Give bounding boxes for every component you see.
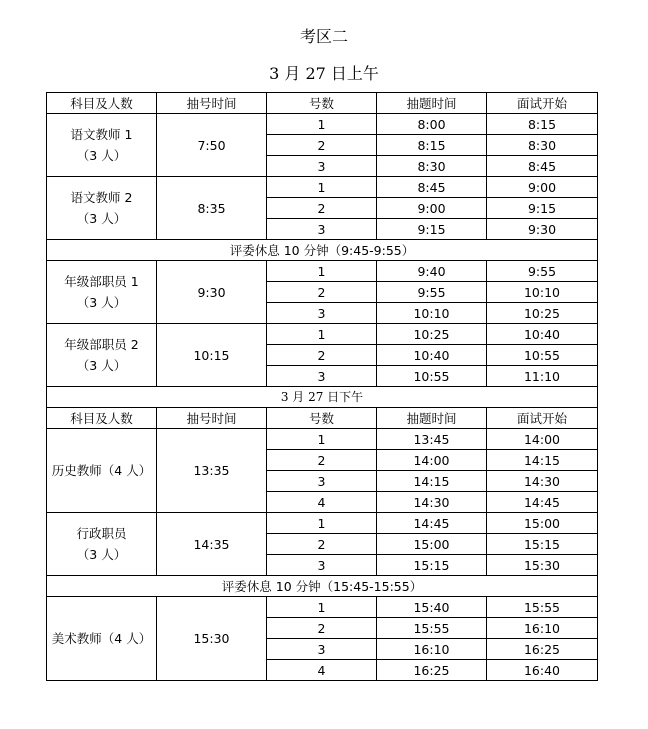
subject-name: 行政职员 — [76, 526, 127, 541]
number-cell: 2 — [267, 198, 377, 219]
subject-name: 年级部职员 2 — [64, 337, 139, 352]
topic-time-cell: 10:55 — [377, 366, 487, 387]
number-cell: 2 — [267, 345, 377, 366]
topic-time-cell: 14:30 — [377, 492, 487, 513]
interview-start-cell: 9:00 — [487, 177, 598, 198]
interview-start-cell: 15:55 — [487, 597, 598, 618]
number-cell: 3 — [267, 303, 377, 324]
subject-name: 美术教师（4 人） — [51, 631, 152, 646]
number-cell: 1 — [267, 261, 377, 282]
interview-start-cell: 8:30 — [487, 135, 598, 156]
subject-cell — [47, 429, 157, 513]
number-cell: 2 — [267, 135, 377, 156]
break-row — [47, 240, 598, 261]
interview-start-cell: 8:15 — [487, 114, 598, 135]
topic-time-cell: 9:00 — [377, 198, 487, 219]
topic-time-cell: 14:15 — [377, 471, 487, 492]
number-cell: 3 — [267, 471, 377, 492]
table-row — [47, 597, 598, 618]
number-cell: 4 — [267, 660, 377, 681]
column-header: 抽题时间 — [377, 408, 487, 429]
topic-time-cell: 9:55 — [377, 282, 487, 303]
topic-time-cell: 10:25 — [377, 324, 487, 345]
number-cell: 3 — [267, 366, 377, 387]
afternoon-heading-row — [47, 387, 598, 408]
document-title: 考区二 — [299, 27, 348, 46]
number-cell: 3 — [267, 219, 377, 240]
number-cell: 1 — [267, 324, 377, 345]
subject-count: （3 人） — [76, 358, 127, 373]
number-cell: 1 — [267, 513, 377, 534]
table-row — [47, 261, 598, 282]
topic-time-cell: 15:55 — [377, 618, 487, 639]
morning-heading: 3 月 27 日上午 — [269, 64, 379, 83]
number-cell: 2 — [267, 534, 377, 555]
topic-time-cell: 9:40 — [377, 261, 487, 282]
table-row — [47, 429, 598, 450]
header-row-afternoon — [47, 408, 598, 429]
interview-start-cell: 16:10 — [487, 618, 598, 639]
column-header: 号数 — [267, 93, 377, 114]
break-note: 评委休息 10 分钟（15:45-15:55） — [47, 576, 598, 597]
topic-time-cell: 8:30 — [377, 156, 487, 177]
interview-start-cell: 14:45 — [487, 492, 598, 513]
draw-time-cell: 9:30 — [157, 261, 267, 324]
draw-time-cell: 10:15 — [157, 324, 267, 387]
break-row — [47, 576, 598, 597]
schedule-table-body — [47, 93, 598, 681]
table-row — [47, 114, 598, 135]
interview-start-cell: 8:45 — [487, 156, 598, 177]
topic-time-cell: 8:15 — [377, 135, 487, 156]
subject-name: 历史教师（4 人） — [51, 463, 152, 478]
column-header: 科目及人数 — [47, 93, 157, 114]
topic-time-cell: 8:00 — [377, 114, 487, 135]
interview-start-cell: 16:25 — [487, 639, 598, 660]
interview-start-cell: 16:40 — [487, 660, 598, 681]
number-cell: 2 — [267, 450, 377, 471]
break-note: 评委休息 10 分钟（9:45-9:55） — [47, 240, 598, 261]
subject-cell — [47, 513, 157, 576]
subject-name: 年级部职员 1 — [64, 274, 139, 289]
column-header: 面试开始 — [487, 408, 598, 429]
interview-start-cell: 10:25 — [487, 303, 598, 324]
topic-time-cell: 8:45 — [377, 177, 487, 198]
number-cell: 3 — [267, 156, 377, 177]
column-header: 抽号时间 — [157, 93, 267, 114]
table-row — [47, 513, 598, 534]
draw-time-cell: 14:35 — [157, 513, 267, 576]
draw-time-cell: 13:35 — [157, 429, 267, 513]
topic-time-cell: 10:10 — [377, 303, 487, 324]
subject-cell — [47, 261, 157, 324]
subject-count: （3 人） — [76, 148, 127, 163]
interview-start-cell: 15:30 — [487, 555, 598, 576]
number-cell: 2 — [267, 282, 377, 303]
subject-name: 语文教师 1 — [70, 127, 133, 142]
interview-start-cell: 10:10 — [487, 282, 598, 303]
number-cell: 3 — [267, 555, 377, 576]
draw-time-cell: 7:50 — [157, 114, 267, 177]
draw-time-cell: 15:30 — [157, 597, 267, 681]
topic-time-cell: 9:15 — [377, 219, 487, 240]
interview-start-cell: 10:40 — [487, 324, 598, 345]
subject-count: （3 人） — [76, 295, 127, 310]
topic-time-cell: 10:40 — [377, 345, 487, 366]
subject-name: 语文教师 2 — [70, 190, 133, 205]
interview-start-cell: 14:15 — [487, 450, 598, 471]
topic-time-cell: 14:45 — [377, 513, 487, 534]
table-row — [47, 324, 598, 345]
interview-start-cell: 15:00 — [487, 513, 598, 534]
interview-start-cell: 10:55 — [487, 345, 598, 366]
topic-time-cell: 16:25 — [377, 660, 487, 681]
table-row — [47, 177, 598, 198]
number-cell: 3 — [267, 639, 377, 660]
topic-time-cell: 14:00 — [377, 450, 487, 471]
subject-cell — [47, 114, 157, 177]
interview-start-cell: 15:15 — [487, 534, 598, 555]
number-cell: 1 — [267, 429, 377, 450]
column-header: 抽号时间 — [157, 408, 267, 429]
topic-time-cell: 15:40 — [377, 597, 487, 618]
interview-start-cell: 9:15 — [487, 198, 598, 219]
subject-count: （3 人） — [76, 211, 127, 226]
interview-start-cell: 11:10 — [487, 366, 598, 387]
column-header: 科目及人数 — [47, 408, 157, 429]
number-cell: 1 — [267, 177, 377, 198]
schedule-table — [46, 92, 598, 681]
number-cell: 1 — [267, 114, 377, 135]
subject-count: （3 人） — [76, 547, 127, 562]
topic-time-cell: 15:00 — [377, 534, 487, 555]
interview-start-cell: 9:30 — [487, 219, 598, 240]
column-header: 号数 — [267, 408, 377, 429]
header-row-morning — [47, 93, 598, 114]
interview-start-cell: 14:30 — [487, 471, 598, 492]
column-header: 抽题时间 — [377, 93, 487, 114]
interview-start-cell: 14:00 — [487, 429, 598, 450]
topic-time-cell: 15:15 — [377, 555, 487, 576]
subject-cell — [47, 177, 157, 240]
number-cell: 2 — [267, 618, 377, 639]
topic-time-cell: 16:10 — [377, 639, 487, 660]
draw-time-cell: 8:35 — [157, 177, 267, 240]
topic-time-cell: 13:45 — [377, 429, 487, 450]
interview-start-cell: 9:55 — [487, 261, 598, 282]
column-header: 面试开始 — [487, 93, 598, 114]
number-cell: 1 — [267, 597, 377, 618]
subject-cell — [47, 597, 157, 681]
subject-cell — [47, 324, 157, 387]
afternoon-heading: 3 月 27 日下午 — [47, 387, 598, 408]
number-cell: 4 — [267, 492, 377, 513]
